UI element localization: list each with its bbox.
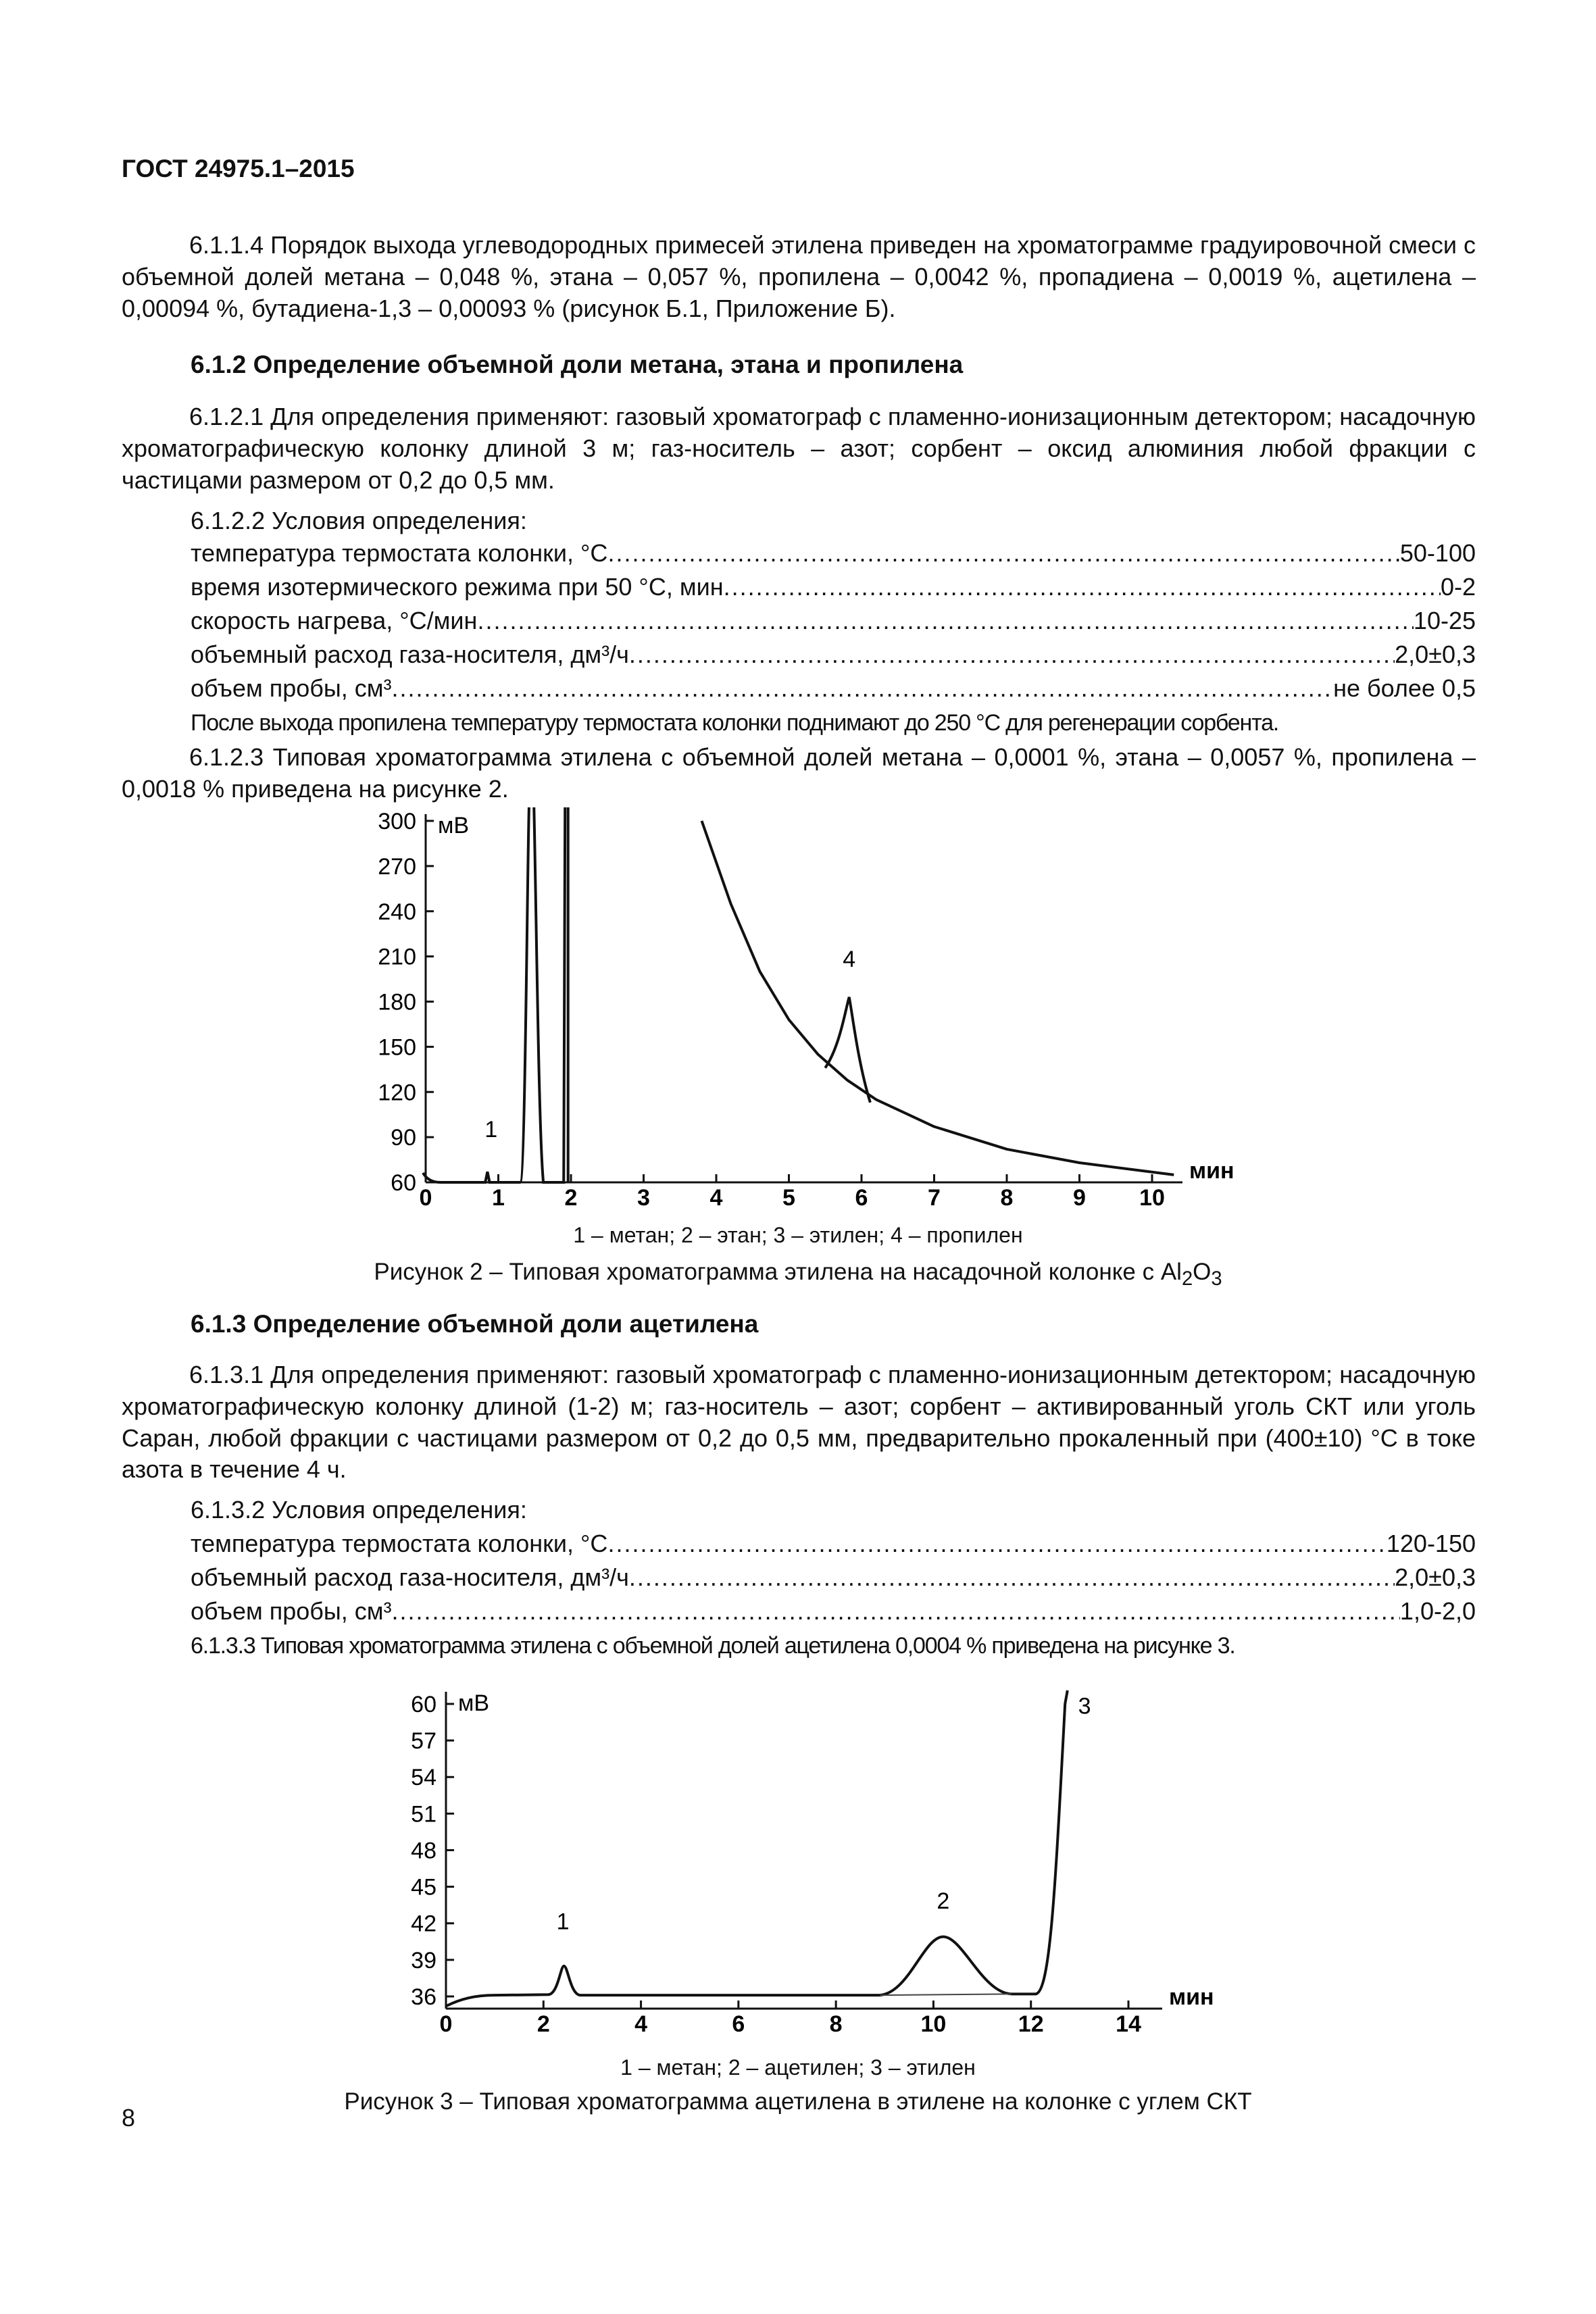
section-heading-6-1-3: 6.1.3 Определение объемной доли ацетилена — [191, 1310, 759, 1338]
leader-dots — [477, 605, 1413, 637]
regeneration-note: После выхода пропилена температуру термостата колонки поднимают до 250 °С для регенерации сорбента. — [191, 710, 1279, 736]
peak-label: 3 — [1078, 1693, 1091, 1719]
x-tick-label: 12 — [1018, 2011, 1044, 2037]
y-tick-label: 45 — [411, 1874, 437, 1901]
caption-subscript: 2 — [1181, 1268, 1193, 1290]
paragraph-6-1-2-3: 6.1.2.3 Типовая хроматограмма этилена с объемной долей метана – 0,0001 %, этана – 0,0057 %, пропилена – 0,0018 % приведена на рисунке 2. — [122, 743, 1476, 803]
x-tick-label: 0 — [419, 1185, 432, 1211]
figure-3-chromatogram — [378, 1669, 1223, 2067]
trace-methane-ethane-rise — [423, 807, 530, 1182]
y-tick-label: 300 — [378, 809, 416, 834]
fig3-peak-labels — [557, 1693, 1091, 1934]
x-tick-label: 10 — [1139, 1185, 1165, 1211]
y-tick-label: 36 — [411, 1984, 437, 2010]
fig3-x-ticks — [440, 2001, 1141, 2037]
condition-row — [191, 1562, 1476, 1594]
condition-value: 120-150 — [1386, 1530, 1476, 1557]
fig3-trace — [446, 1690, 1068, 2006]
condition-value: 50-100 — [1399, 539, 1476, 567]
fig2-trace — [423, 807, 1174, 1182]
y-tick-label: 60 — [391, 1170, 416, 1196]
y-tick-label: 270 — [378, 853, 416, 880]
fig2-x-unit: мин — [1189, 1158, 1235, 1184]
paragraph-6-1-3-3: 6.1.3.3 Типовая хроматограмма этилена с объемной долей ацетилена 0,0004 % приведена на рисунке 3. — [191, 1633, 1235, 1659]
figure-2-chromatogram — [351, 807, 1270, 1219]
paragraph-6-1-2-2: 6.1.2.2 Условия определения: — [191, 507, 527, 534]
x-tick-label: 6 — [732, 2011, 745, 2037]
section-heading-6-1-2: 6.1.2 Определение объемной доли метана, этана и пропилена — [191, 351, 964, 378]
figure-3-caption: Рисунок 3 – Типовая хроматограмма ацетилена в этилене на колонке с углем СКТ — [344, 2088, 1252, 2115]
condition-row — [191, 639, 1476, 671]
condition-value: 10-25 — [1413, 607, 1476, 634]
y-tick-label: 39 — [411, 1947, 437, 1973]
trace-baseline-correction — [880, 1994, 1012, 1995]
peak-label: 2 — [937, 1888, 950, 1915]
y-tick-label: 210 — [378, 944, 416, 970]
y-tick-label: 48 — [411, 1838, 437, 1864]
leader-dots — [392, 673, 1334, 705]
leader-dots — [607, 1528, 1386, 1560]
x-tick-label: 4 — [634, 2011, 648, 2037]
y-tick-label: 150 — [378, 1034, 416, 1061]
figure-2-caption-text: Рисунок 2 – Типовая хроматограмма этилена на насадочной колонке с Al — [374, 1259, 1182, 1285]
leader-dots — [724, 572, 1441, 603]
condition-value: 1,0-2,0 — [1399, 1597, 1476, 1625]
condition-row — [191, 673, 1476, 705]
paragraph-6-1-2-1: 6.1.2.1 Для определения применяют: газовый хроматограф с пламенно-ионизационным детектором; насадочную хроматографическую колонку длиной 3 м; газ-носитель – азот; сорбент – оксид алюминия любой фракции с частицами размером от 0,2 до 0,5 мм. — [122, 403, 1476, 494]
condition-label: температура термостата колонки, °С — [191, 539, 608, 567]
paragraph-6-1-1-4: 6.1.1.4 Порядок выхода углеводородных примесей этилена приведен на хроматограмме градуировочной смеси с объемной долей метана – 0,048 %, этана – 0,057 %, пропилена – 0,0042 %, пропадиена – 0,0019 %, ацетилена – 0,00094 %, бутадиена-1,3 – 0,00093 % (рисунок Б.1, Приложение Б). — [122, 231, 1476, 322]
leader-dots — [392, 1596, 1400, 1628]
page-number: 8 — [122, 2104, 136, 2132]
y-tick-label: 240 — [378, 899, 416, 925]
paragraph-6-1-3-1: 6.1.3.1 Для определения применяют: газовый хроматограф с пламенно-ионизационным детектором; насадочную хроматографическую колонку длиной (1-2) м; газ-носитель – азот; сорбент – активированный уголь СКТ или уголь Саран, любой фракции с частицами размером от 0,2 до 0,5 мм, предварительно прокаленный при (400±10) °С в токе азота в течение 4 ч. — [122, 1361, 1476, 1484]
peak-label: 1 — [556, 1909, 570, 1935]
x-tick-label: 7 — [928, 1185, 941, 1211]
figure-2-caption — [0, 1257, 1596, 1292]
x-tick-label: 3 — [637, 1185, 650, 1211]
condition-value: 2,0±0,3 — [1395, 640, 1476, 668]
document-header: ГОСТ 24975.1–2015 — [122, 155, 355, 182]
condition-value: не более 0,5 — [1333, 674, 1476, 702]
peak-label: 4 — [843, 947, 856, 973]
condition-row — [191, 538, 1476, 570]
leader-dots — [629, 1562, 1395, 1594]
peak-label: 1 — [484, 1117, 498, 1143]
trace-ethane-fall-ethylene-rise — [533, 807, 565, 1182]
y-tick-label: 42 — [411, 1911, 437, 1937]
x-tick-label: 9 — [1073, 1185, 1086, 1211]
condition-row — [191, 1528, 1476, 1560]
condition-value: 2,0±0,3 — [1395, 1563, 1476, 1591]
y-tick-label: 57 — [411, 1728, 437, 1755]
caption-subscript: 3 — [1211, 1268, 1222, 1290]
figure-3-legend: 1 – метан; 2 – ацетилен; 3 – этилен — [620, 2055, 976, 2080]
fig3-y-ticks — [411, 1692, 454, 2010]
condition-label: объем пробы, см³ — [191, 1597, 392, 1625]
x-tick-label: 6 — [855, 1185, 868, 1211]
trace-acetylene — [446, 1690, 1068, 2006]
fig3-y-unit: мВ — [458, 1690, 490, 1716]
condition-label: время изотермического режима при 50 °С, мин — [191, 573, 724, 601]
fig2-y-unit: мВ — [438, 813, 470, 838]
paragraph-6-1-3-2: 6.1.3.2 Условия определения: — [191, 1496, 527, 1524]
figure-2-legend: 1 – метан; 2 – этан; 3 – этилен; 4 – пропилен — [573, 1223, 1023, 1247]
x-tick-label: 14 — [1116, 2011, 1141, 2037]
x-tick-label: 10 — [920, 2011, 947, 2037]
y-tick-label: 180 — [378, 989, 416, 1015]
y-tick-label: 54 — [411, 1765, 437, 1791]
fig2-x-ticks — [420, 1174, 1165, 1211]
trace-ethylene-decay — [702, 821, 1174, 1175]
y-tick-label: 51 — [411, 1801, 437, 1828]
x-tick-label: 4 — [709, 1185, 723, 1211]
condition-row — [191, 605, 1476, 637]
fig3-x-unit: мин — [1169, 1984, 1214, 2010]
trace-propylene-peak — [825, 997, 870, 1103]
caption-letter: O — [1193, 1259, 1212, 1285]
y-tick-label: 120 — [378, 1080, 416, 1106]
condition-value: 0-2 — [1440, 573, 1476, 601]
condition-row — [191, 572, 1476, 603]
condition-label: объем пробы, см³ — [191, 674, 392, 702]
condition-label: объемный расход газа-носителя, дм³/ч — [191, 1563, 629, 1591]
x-tick-label: 8 — [829, 2011, 843, 2037]
condition-row — [191, 1596, 1476, 1628]
condition-label: объемный расход газа-носителя, дм³/ч — [191, 640, 629, 668]
leader-dots — [607, 538, 1399, 570]
x-tick-label: 8 — [1000, 1185, 1014, 1211]
x-tick-label: 1 — [492, 1185, 505, 1211]
x-tick-label: 2 — [564, 1185, 578, 1211]
condition-label: скорость нагрева, °С/мин — [191, 607, 478, 634]
x-tick-label: 5 — [782, 1185, 795, 1211]
x-tick-label: 2 — [537, 2011, 550, 2037]
leader-dots — [629, 639, 1395, 671]
y-tick-label: 60 — [411, 1692, 437, 1717]
condition-label: температура термостата колонки, °С — [191, 1530, 608, 1557]
x-tick-label: 0 — [439, 2011, 453, 2037]
fig3-axes — [446, 1692, 1162, 2009]
y-tick-label: 90 — [391, 1125, 416, 1151]
